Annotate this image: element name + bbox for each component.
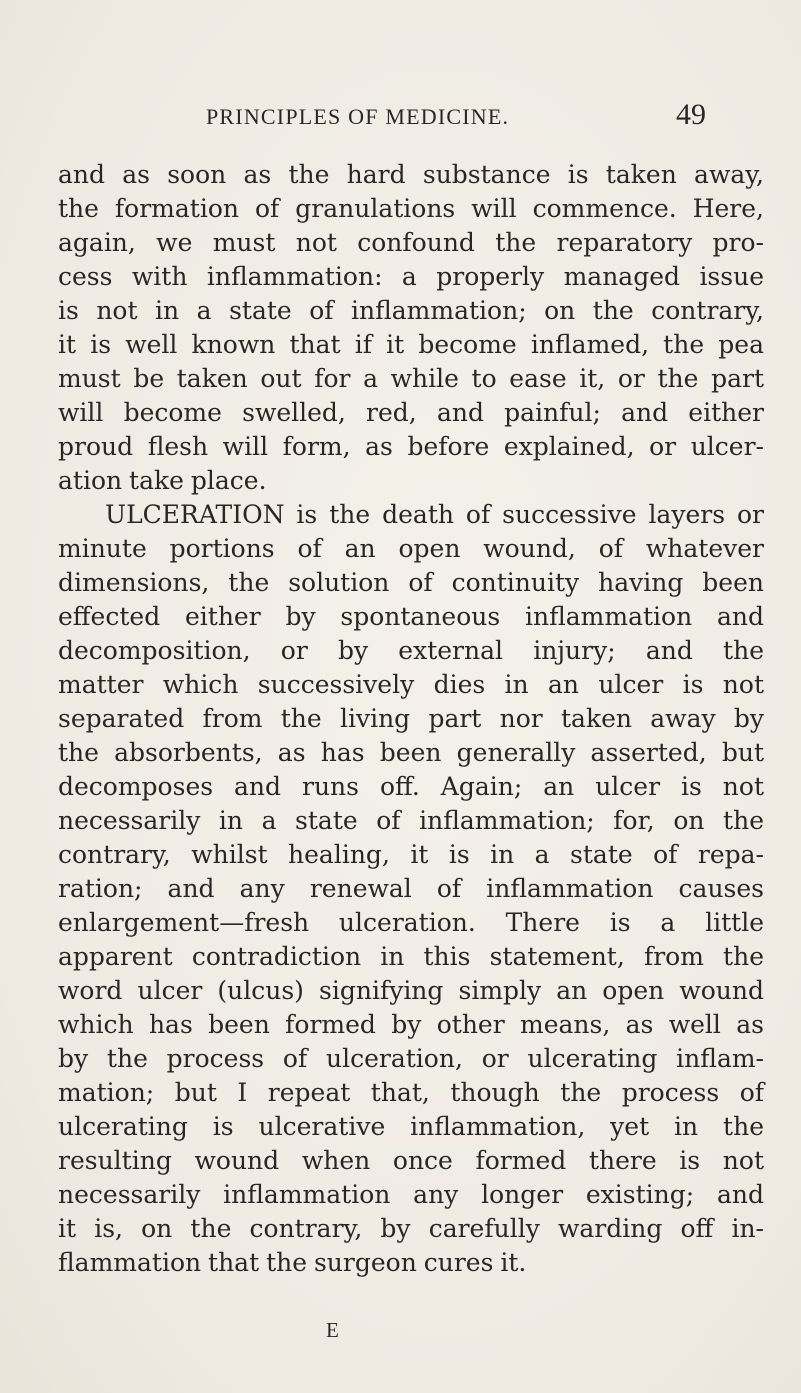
text-line: will become swelled, red, and painful; and either [58,398,764,427]
text-line: decomposes and runs off. Again; an ulcer is not [58,772,764,801]
text-line: the formation of granulations will commence. Here, [58,194,764,223]
page-number: 49 [676,98,706,131]
text-line: ration; and any renewal of inflammation causes [58,874,764,903]
text-line: necessarily inflammation any longer existing; and [58,1180,764,1209]
text-line: proud flesh will form, as before explained, or ulcer- [58,432,764,461]
text-line: apparent contradiction in this statement, from the [58,942,764,971]
text-line: contrary, whilst healing, it is in a state of repa- [58,840,764,869]
text-line: by the process of ulceration, or ulcerating inflam- [58,1044,764,1073]
text-line: enlargement—fresh ulceration. There is a little [58,908,764,937]
signature-mark: E [326,1318,339,1342]
text-line: matter which successively dies in an ulcer is not [58,670,764,699]
text-line: which has been formed by other means, as well as [58,1010,764,1039]
text-line: the absorbents, as has been generally asserted, but [58,738,764,767]
text-line: flammation that the surgeon cures it. [58,1248,527,1277]
text-line: ation take place. [58,466,267,495]
text-line: word ulcer (ulcus) signifying simply an open wound [58,976,764,1005]
text-line: it is, on the contrary, by carefully warding off in- [58,1214,764,1243]
text-line: effected either by spontaneous inflammation and [58,602,764,631]
text-line: separated from the living part nor taken away by [58,704,764,733]
text-line: ulcerating is ulcerative inflammation, yet in the [58,1112,764,1141]
text-line: it is well known that if it become inflamed, the pea [58,330,764,359]
text-line: ULCERATION is the death of successive layers or [105,500,764,529]
text-line: dimensions, the solution of continuity having been [58,568,764,597]
text-line: necessarily in a state of inflammation; for, on the [58,806,764,835]
text-line: is not in a state of inflammation; on the contrary, [58,296,764,325]
text-line: and as soon as the hard substance is taken away, [58,160,764,189]
text-line: must be taken out for a while to ease it, or the part [58,364,764,393]
text-line: decomposition, or by external injury; and the [58,636,764,665]
text-line: minute portions of an open wound, of whatever [58,534,764,563]
running-head [0,98,801,144]
text-line: resulting wound when once formed there is not [58,1146,764,1175]
text-line: cess with inflammation: a properly managed issue [58,262,764,291]
text-line: mation; but I repeat that, though the process of [58,1078,764,1107]
running-title: PRINCIPLES OF MEDICINE. [206,104,510,129]
text-line: again, we must not confound the reparatory pro- [58,228,764,257]
